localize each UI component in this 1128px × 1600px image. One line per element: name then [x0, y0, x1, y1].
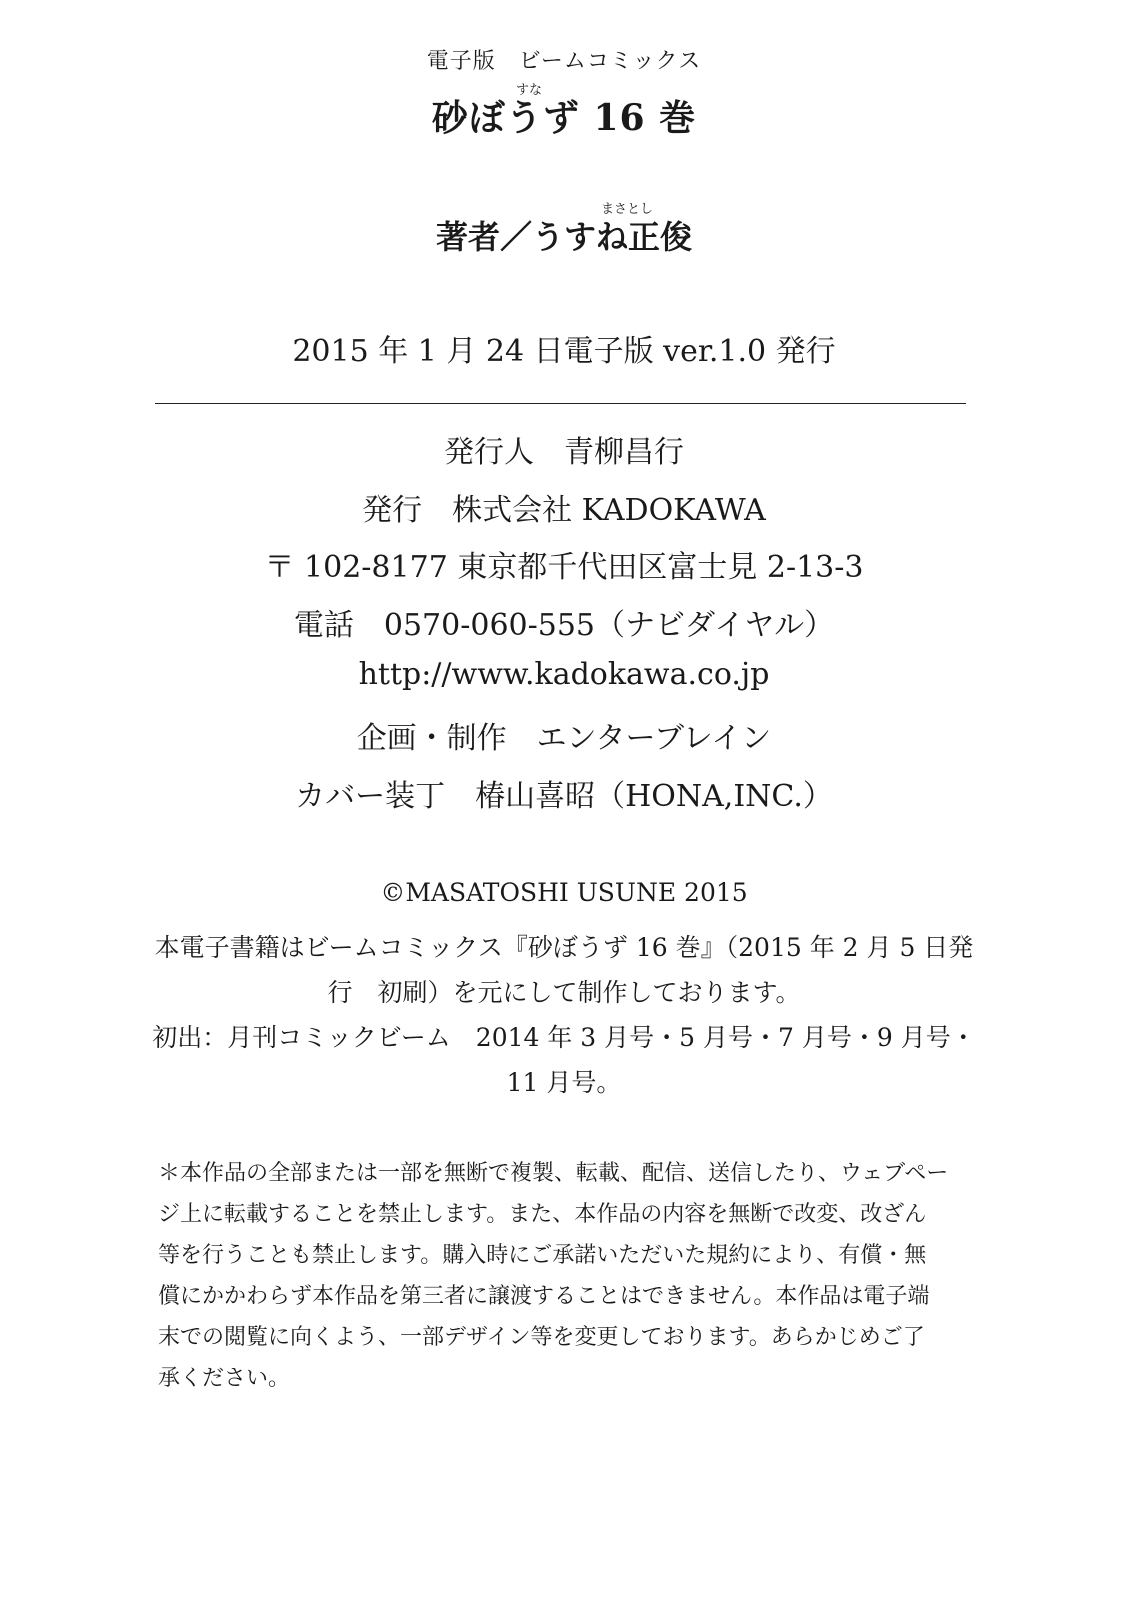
author-line: 著者／うすね正俊 [435, 218, 692, 256]
first-publication-line-2: 11 月号。 [506, 1068, 622, 1097]
website-url: http://www.kadokawa.co.jp [358, 657, 770, 692]
copyright: ©MASATOSHI USUNE 2015 [380, 878, 748, 907]
cover-design: カバー装丁 椿山喜昭（HONA,INC.） [295, 779, 833, 814]
first-publication-line-1: 初出：月刊コミックビーム 2014 年 3 月号・5 月号・7 月号・9 月号・ [152, 1023, 976, 1052]
legal-line: ＊本作品の全部または一部を無断で複製、転載、配信、送信したり、ウェブペー [158, 1161, 949, 1186]
legal-line: 承ください。 [158, 1366, 291, 1391]
legal-notice [158, 1153, 970, 1399]
book-title: 砂ぼうず 16 巻 [431, 97, 697, 139]
legal-line: 償にかかわらず本作品を第三者に譲渡することはできません。本作品は電子端 [158, 1284, 930, 1309]
legal-line: 末での閲覧に向くよう、一部デザイン等を変更しております。あらかじめご了 [158, 1325, 925, 1350]
source-note-line-2: 行 初刷）を元にして制作しております。 [327, 978, 801, 1007]
release-date: 2015 年 1 月 24 日電子版 ver.1.0 発行 [292, 334, 836, 369]
legal-line: 等を行うことも禁止します。購入時にご承諾いただいた規約により、有償・無 [158, 1243, 927, 1268]
legal-line: ジ上に転載することを禁止します。また、本作品の内容を無断で改変、改ざん [158, 1202, 927, 1227]
publisher: 発行 株式会社 KADOKAWA [362, 493, 766, 528]
publisher-person: 発行人 青柳昌行 [444, 435, 684, 470]
planning-production: 企画・制作 エンターブレイン [356, 721, 772, 756]
address: 〒 102-8177 東京都千代田区富士見 2-13-3 [264, 550, 864, 585]
divider-line [155, 403, 966, 404]
phone: 電話 0570-060-555（ナビダイヤル） [293, 608, 835, 643]
author-ruby: まさとし [600, 202, 653, 217]
series-label: 電子版 ビームコミックス [426, 49, 702, 74]
source-note-line-1: 本電子書籍はビームコミックス『砂ぼうず 16 巻』（2015 年 2 月 5 日発 [154, 933, 974, 962]
title-ruby: すな [515, 83, 542, 98]
